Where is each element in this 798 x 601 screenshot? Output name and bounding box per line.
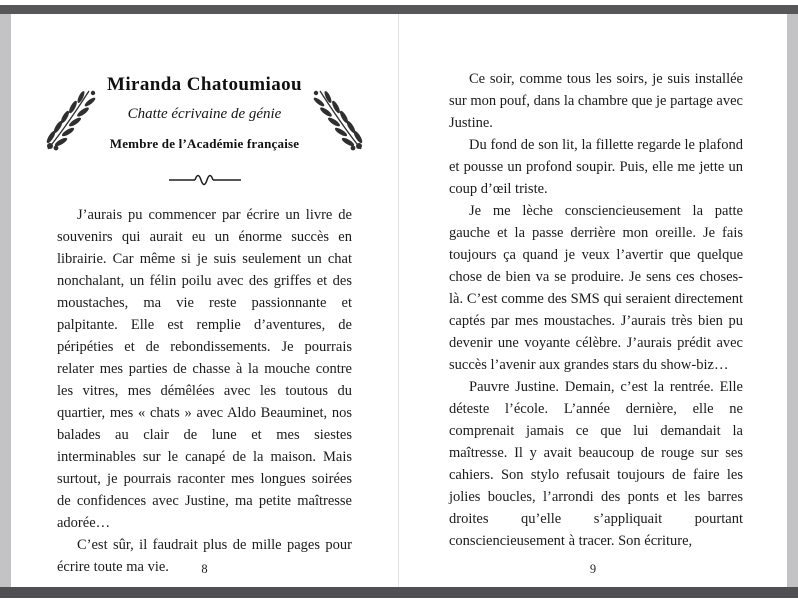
author-subtitle: Chatte écrivaine de génie [127,106,282,122]
page-spread [11,14,787,587]
scribble-divider-icon [167,172,243,188]
laurel-branch-right-icon [310,84,368,154]
viewer-frame-top [0,5,798,14]
paragraph: Ce soir, comme tous les soirs, je suis installée sur mon pouf, dans la chambre que je partage avec Justine. [449,71,743,131]
paragraph: C’est sûr, il faudrait plus de mille pages pour écrire toute ma vie. [57,537,352,575]
viewer-frame-left [0,14,11,587]
paragraph: Pauvre Justine. Demain, c’est la rentrée. Elle déteste l’école. L’année dernière, elle ne comprenait jamais ce que lui demandait la maîtresse. Il y avait beaucoup de rouge sur ses cahiers. Son stylo refusait toujours de faire les jolies boucles, l’arrondi des ponts et les barres droites qu’elle s’appliquait pourtant consciencieusement à tracer. Son écriture, [449,379,743,549]
left-page-text [57,204,352,578]
author-affiliation: Membre de l’Académie française [109,136,300,151]
paragraph: Je me lèche consciencieusement la patte gauche et la passe derrière mon oreille. Je fais toujours ça quand je veux l’avertir que quelque chose de bien va se produire. Je sens ces choses-là. C’est comme des SMS qui seraient directement captés par mes moustaches. J’aurais très bien pu devenir une voyante célèbre. J’aurais prédit avec succès l’avenir aux grandes stars du show-biz… [449,203,743,373]
page-number-left: 8 [201,562,208,576]
laurel-branch-left-icon [41,84,99,154]
right-page-text [449,68,743,552]
paragraph: Du fond de son lit, la fillette regarde le plafond et pousse un profond soupir. Puis, elle me jette un coup d’œil triste. [449,137,743,197]
viewer-frame-right [787,14,798,587]
paragraph: J’aurais pu commencer par écrire un livre de souvenirs qui aurait eu un énorme succès en librairie. Car même si je suis seulement un chat nonchalant, un félin poilu avec des griffes et des moustaches, ma vie reste passionnante et palpitante. Elle est remplie d’aventures, de péripéties et de rebondissements. Je pourrais relater mes parties de chasse à la mouche contre les vitres, mes démêlées avec les toutous du quartier, mes « chats » avec Aldo Beauminet, nos balades au clair de lune et mes siestes interminables sur le canapé de la maison. Mais surtout, je pourrais raconter mes longues soirées de confidences avec Justine, ma petite maîtresse adorée… [57,207,352,531]
viewer-frame-bottom [0,587,798,598]
page-number-right: 9 [589,562,597,576]
chapter-header [11,74,398,188]
page-left [11,14,399,587]
author-title: Miranda Chatoumiaou [107,74,302,95]
page-right [399,14,787,587]
